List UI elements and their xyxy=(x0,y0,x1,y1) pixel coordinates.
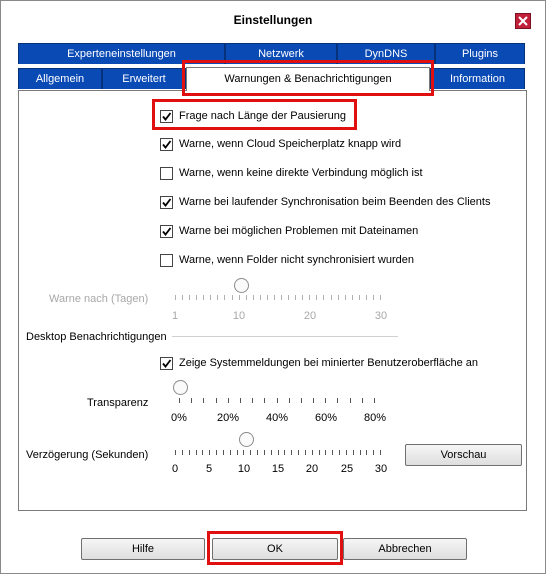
slider-tick xyxy=(366,450,367,455)
slider-tick xyxy=(380,295,381,300)
slider-tick xyxy=(350,398,351,403)
slider-tick xyxy=(191,398,192,403)
warn-after-tick-label: 30 xyxy=(374,310,388,322)
slider-tick xyxy=(216,450,217,455)
slider-tick xyxy=(230,450,231,455)
delay-ticks xyxy=(175,450,381,456)
delay-tick-label: 10 xyxy=(237,463,251,475)
checkbox-row-pause-length[interactable] xyxy=(160,108,346,124)
slider-tick xyxy=(352,295,353,300)
transparency-tick-label: 80% xyxy=(363,412,387,424)
slider-tick xyxy=(246,295,247,300)
slider-tick xyxy=(366,295,367,300)
slider-tick xyxy=(359,295,360,300)
delay-tick-label: 20 xyxy=(305,463,319,475)
tab-netzwerk[interactable]: Netzwerk xyxy=(225,43,337,64)
slider-tick xyxy=(319,450,320,455)
checkbox-row-filename-problems[interactable] xyxy=(160,223,418,239)
slider-tick xyxy=(312,450,313,455)
slider-tick xyxy=(360,450,361,455)
slider-tick xyxy=(217,295,218,300)
warn-after-tick-label: 10 xyxy=(232,310,246,322)
slider-tick xyxy=(281,295,282,300)
slider-tick xyxy=(309,295,310,300)
transparency-tick-label: 0% xyxy=(171,412,187,424)
slider-tick xyxy=(237,450,238,455)
slider-tick xyxy=(313,398,314,403)
cancel-button[interactable]: Abbrechen xyxy=(343,538,467,560)
slider-tick xyxy=(323,295,324,300)
transparency-ticks xyxy=(179,398,375,404)
tab-allgemein[interactable]: Allgemein xyxy=(18,68,102,89)
slider-tick xyxy=(316,295,317,300)
slider-tick xyxy=(267,295,268,300)
tab-dyndns[interactable]: DynDNS xyxy=(337,43,435,64)
slider-tick xyxy=(298,450,299,455)
desktop-notifications-heading: Desktop Benachrichtigungen xyxy=(26,331,167,343)
slider-tick xyxy=(189,295,190,300)
warn-after-tick-label: 20 xyxy=(303,310,317,322)
preview-button[interactable]: Vorschau xyxy=(405,444,522,466)
slider-tick xyxy=(346,450,347,455)
delay-label: Verzögerung (Sekunden) xyxy=(26,449,149,461)
slider-tick xyxy=(271,450,272,455)
slider-tick xyxy=(305,450,306,455)
slider-tick xyxy=(239,295,240,300)
slider-tick xyxy=(284,450,285,455)
close-icon[interactable] xyxy=(515,13,531,29)
checkbox-folder-not-synced[interactable] xyxy=(160,254,173,267)
transparency-tick-label: 20% xyxy=(216,412,240,424)
separator xyxy=(172,336,398,337)
checkbox-system-messages[interactable] xyxy=(160,357,173,370)
slider-tick xyxy=(216,398,217,403)
tab-information[interactable]: Information xyxy=(430,68,525,89)
slider-tick xyxy=(264,450,265,455)
checkbox-label: Frage nach Länge der Pausierung xyxy=(179,110,346,122)
warn-after-ticks xyxy=(175,295,381,301)
ok-button[interactable]: OK xyxy=(212,538,338,560)
slider-tick xyxy=(196,450,197,455)
help-button[interactable]: Hilfe xyxy=(81,538,205,560)
slider-tick xyxy=(203,398,204,403)
delay-tick-label: 0 xyxy=(171,463,179,475)
slider-tick xyxy=(332,450,333,455)
tab-warnungen-benachrichtigungen[interactable]: Warnungen & Benachrichtigungen xyxy=(186,67,430,91)
slider-tick xyxy=(331,295,332,300)
slider-tick xyxy=(353,450,354,455)
slider-tick xyxy=(373,450,374,455)
tab-erweitert[interactable]: Erweitert xyxy=(102,68,186,89)
checkbox-sync-on-exit[interactable] xyxy=(160,196,173,209)
slider-tick xyxy=(373,295,374,300)
slider-tick xyxy=(253,295,254,300)
slider-tick xyxy=(362,398,363,403)
checkbox-label: Warne bei laufender Synchronisation beim Beenden des Clients xyxy=(179,196,491,208)
slider-tick xyxy=(252,398,253,403)
transparency-tick-label: 60% xyxy=(314,412,338,424)
delay-tick-label: 15 xyxy=(271,463,285,475)
checkbox-filename-problems[interactable] xyxy=(160,225,173,238)
slider-tick xyxy=(202,450,203,455)
slider-tick xyxy=(189,450,190,455)
slider-tick xyxy=(250,450,251,455)
tab-plugins[interactable]: Plugins xyxy=(435,43,525,64)
slider-tick xyxy=(302,295,303,300)
slider-tick xyxy=(288,295,289,300)
slider-tick xyxy=(257,450,258,455)
checkbox-row-direct-connection[interactable] xyxy=(160,165,423,181)
dialog-title: Einstellungen xyxy=(233,13,313,27)
slider-tick xyxy=(277,398,278,403)
transparency-slider-thumb[interactable] xyxy=(173,380,188,395)
slider-tick xyxy=(380,450,381,455)
checkbox-label: Warne, wenn Folder nicht synchronisiert wurden xyxy=(179,254,414,266)
slider-tick xyxy=(175,450,176,455)
delay-tick-label: 30 xyxy=(374,463,388,475)
slider-tick xyxy=(278,450,279,455)
transparency-label: Transparenz xyxy=(87,397,149,409)
checkbox-cloud-storage[interactable] xyxy=(160,138,173,151)
delay-tick-label: 25 xyxy=(340,463,354,475)
checkbox-label: Zeige Systemmeldungen bei minierter Benutzeroberfläche an xyxy=(179,357,478,369)
checkbox-label: Warne bei möglichen Problemen mit Dateinamen xyxy=(179,225,419,237)
slider-tick xyxy=(203,295,204,300)
slider-tick xyxy=(345,295,346,300)
checkbox-row-sync-on-exit[interactable] xyxy=(160,194,490,210)
checkbox-direct-connection[interactable] xyxy=(160,167,173,180)
slider-tick xyxy=(182,295,183,300)
slider-tick xyxy=(175,295,176,300)
slider-tick xyxy=(338,295,339,300)
checkbox-row-folder-not-synced[interactable] xyxy=(160,252,414,268)
slider-tick xyxy=(179,398,180,403)
slider-tick xyxy=(274,295,275,300)
slider-tick xyxy=(295,295,296,300)
slider-tick xyxy=(264,398,265,403)
checkbox-row-cloud-storage[interactable] xyxy=(160,136,401,152)
slider-tick xyxy=(291,450,292,455)
slider-tick xyxy=(209,450,210,455)
slider-tick xyxy=(223,450,224,455)
slider-tick xyxy=(325,450,326,455)
warn-after-tick-label: 1 xyxy=(171,310,179,322)
slider-tick xyxy=(210,295,211,300)
checkbox-pause-length[interactable] xyxy=(160,110,173,123)
slider-tick xyxy=(374,398,375,403)
slider-tick xyxy=(301,398,302,403)
slider-tick xyxy=(182,450,183,455)
slider-tick xyxy=(325,398,326,403)
slider-tick xyxy=(289,398,290,403)
delay-slider-thumb[interactable] xyxy=(239,432,254,447)
slider-tick xyxy=(260,295,261,300)
tab-experteneinstellungen[interactable]: Experteneinstellungen xyxy=(18,43,225,64)
slider-tick xyxy=(339,450,340,455)
transparency-tick-label: 40% xyxy=(265,412,289,424)
slider-tick xyxy=(224,295,225,300)
warn-after-label: Warne nach (Tagen) xyxy=(49,293,149,305)
slider-tick xyxy=(243,450,244,455)
checkbox-label: Warne, wenn keine direkte Verbindung möglich ist xyxy=(179,167,423,179)
delay-tick-label: 5 xyxy=(205,463,213,475)
checkbox-row-system-messages[interactable] xyxy=(160,355,478,371)
slider-tick xyxy=(232,295,233,300)
slider-tick xyxy=(228,398,229,403)
slider-tick xyxy=(196,295,197,300)
slider-tick xyxy=(240,398,241,403)
checkbox-label: Warne, wenn Cloud Speicherplatz knapp wird xyxy=(179,138,402,150)
slider-tick xyxy=(337,398,338,403)
